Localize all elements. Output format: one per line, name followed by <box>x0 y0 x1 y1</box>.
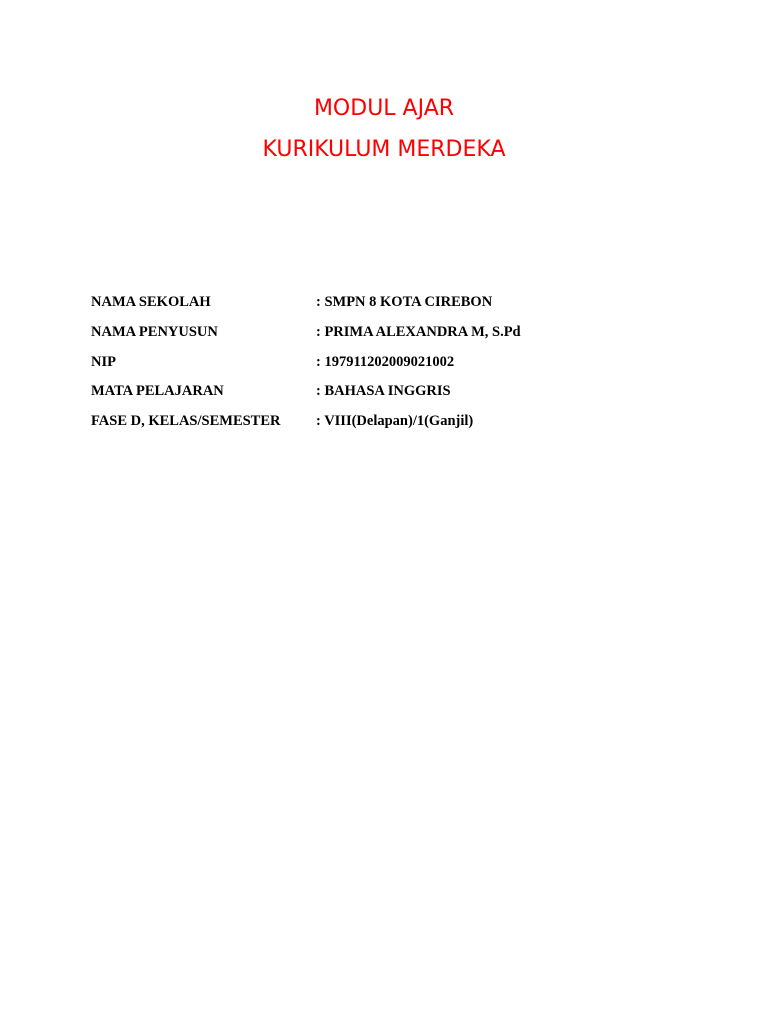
info-row-phase <box>91 407 651 437</box>
info-value: : BAHASA INGGRIS <box>316 383 451 400</box>
info-value: : VIII(Delapan)/1(Ganjil) <box>316 413 474 430</box>
document-title <box>0 88 768 170</box>
info-label: MATA PELAJARAN <box>91 383 224 400</box>
info-label: FASE D, KELAS/SEMESTER <box>91 413 281 430</box>
info-label: NAMA PENYUSUN <box>91 324 218 341</box>
identity-table <box>91 288 651 436</box>
info-row-subject <box>91 377 651 407</box>
info-row-school <box>91 288 651 318</box>
info-row-nip <box>91 347 651 377</box>
title-line-1: MODUL AJAR <box>313 96 455 121</box>
title-line-2: KURIKULUM MERDEKA <box>262 137 506 162</box>
info-label: NIP <box>91 353 116 370</box>
info-value: : SMPN 8 KOTA CIREBON <box>316 294 493 311</box>
info-value: : 197911202009021002 <box>316 353 455 370</box>
info-row-author <box>91 318 651 348</box>
info-label: NAMA SEKOLAH <box>91 294 211 311</box>
info-value: : PRIMA ALEXANDRA M, S.Pd <box>316 324 521 341</box>
